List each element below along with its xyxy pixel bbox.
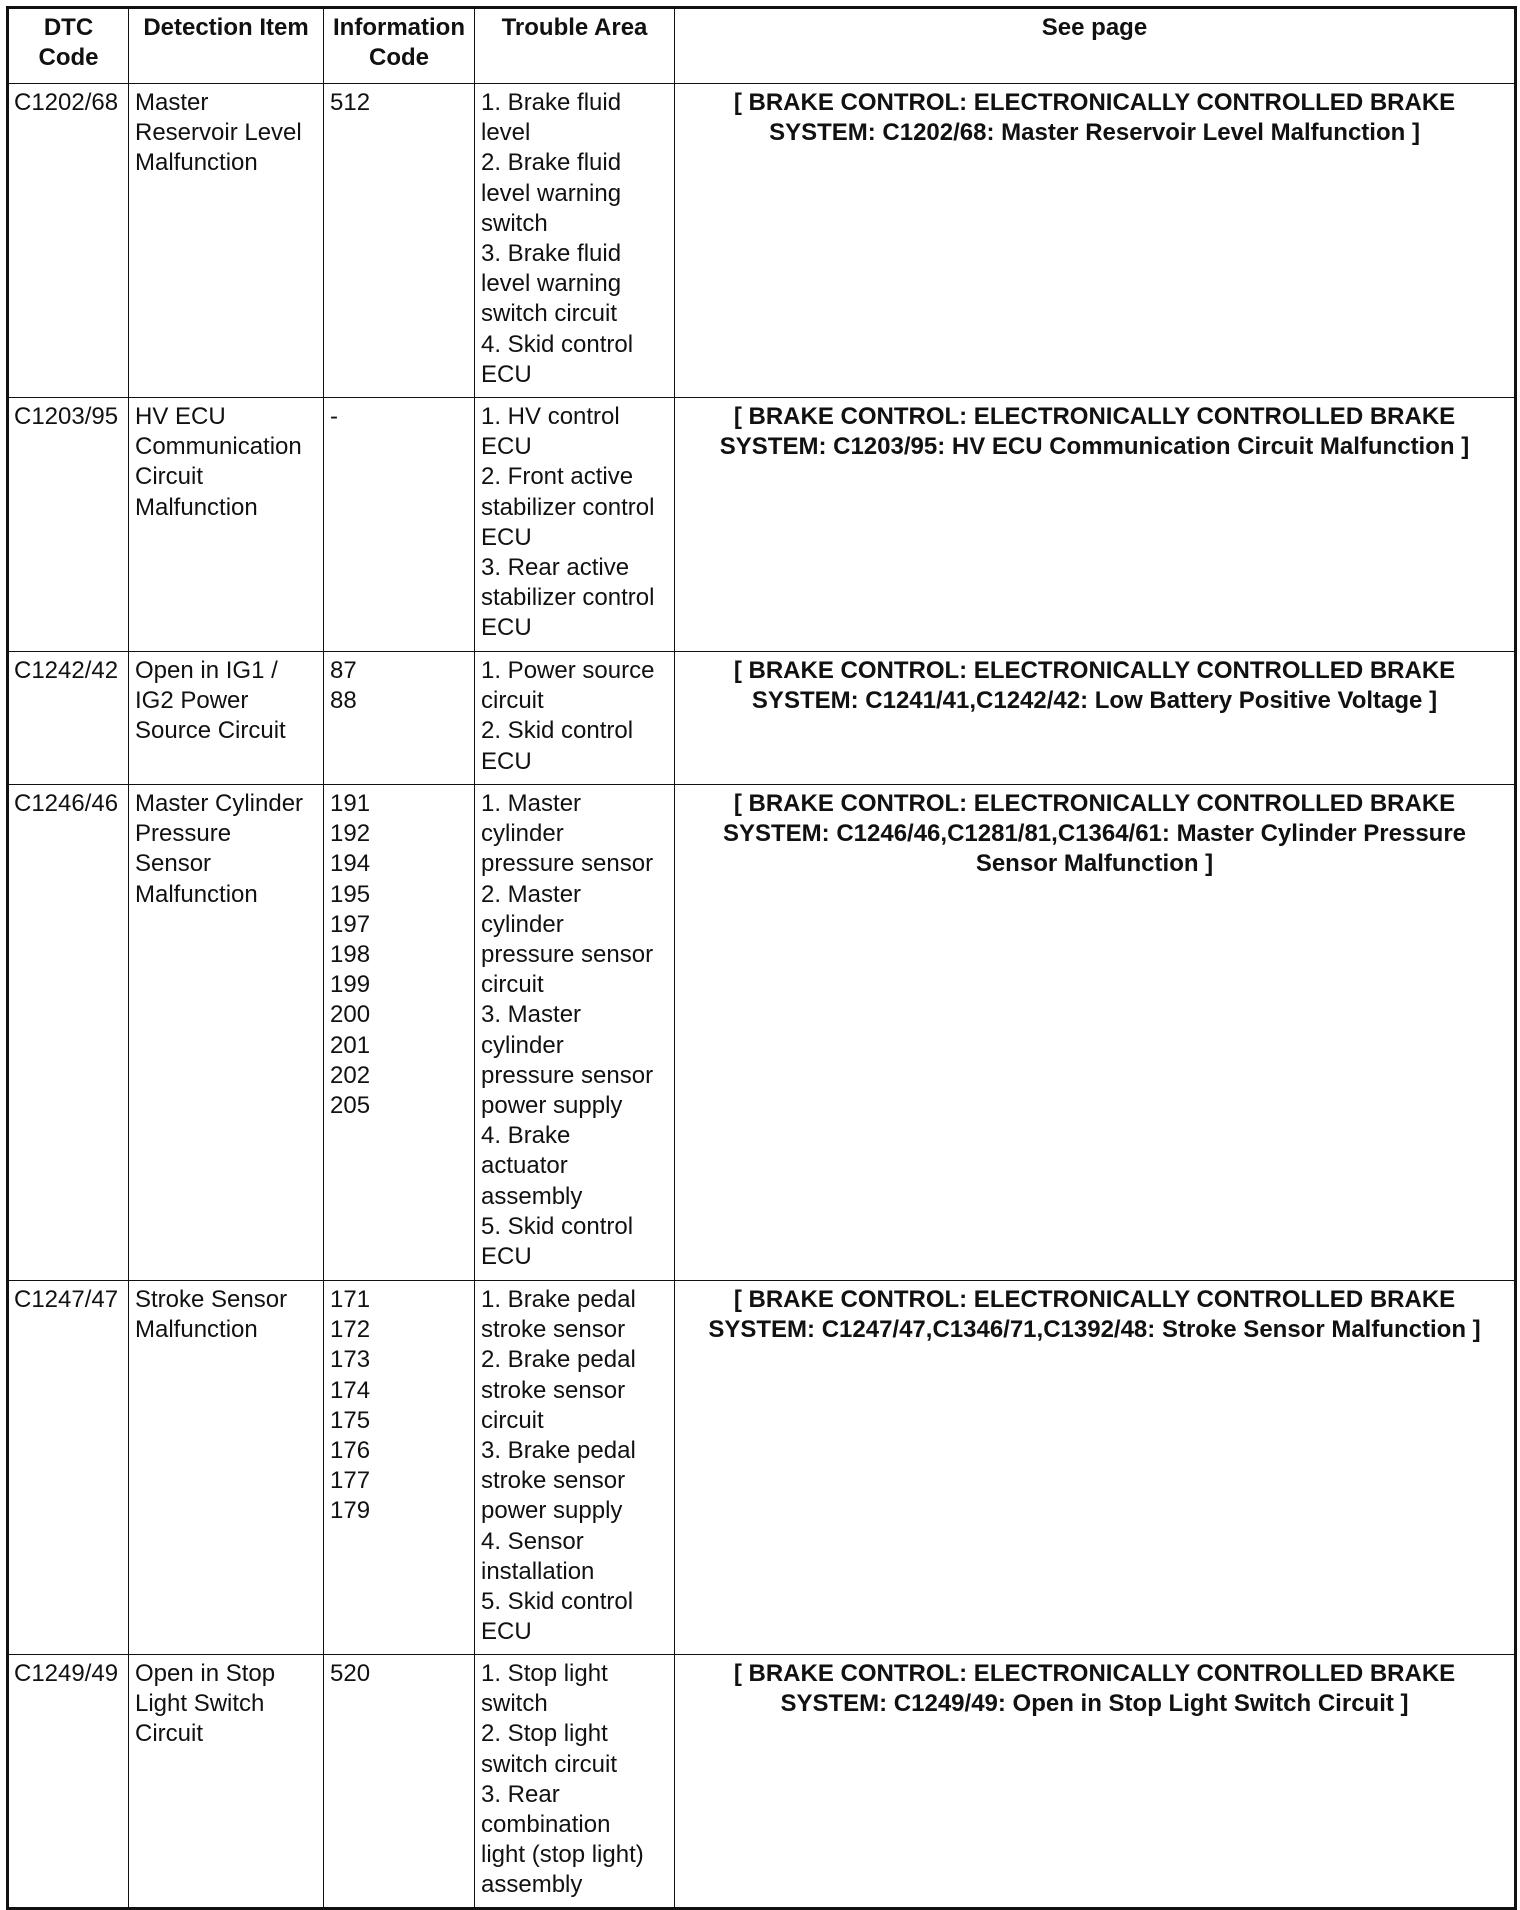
see-page-cell bbox=[675, 1655, 1516, 1909]
trouble-area-cell: 1. HV control ECU 2. Front active stabilizer control ECU 3. Rear active stabilizer control ECU bbox=[475, 398, 675, 652]
header-information-code: Information Code bbox=[324, 8, 475, 84]
dtc-code-cell: C1247/47 bbox=[8, 1281, 129, 1655]
detection-item-cell: HV ECU Communication Circuit Malfunction bbox=[129, 398, 324, 652]
see-page-cell bbox=[675, 84, 1516, 398]
dtc-code-cell: C1242/42 bbox=[8, 652, 129, 785]
information-code-cell: 512 bbox=[324, 84, 475, 398]
table-header-row bbox=[8, 8, 1516, 84]
table-row bbox=[8, 84, 1516, 398]
detection-item-cell: Open in Stop Light Switch Circuit bbox=[129, 1655, 324, 1909]
information-code-cell: 191 192 194 195 197 198 199 200 201 202 205 bbox=[324, 785, 475, 1281]
trouble-area-cell: 1. Stop light switch 2. Stop light switch circuit 3. Rear combination light (stop light) assembly bbox=[475, 1655, 675, 1909]
table-row bbox=[8, 1281, 1516, 1655]
detection-item-cell: Master Reservoir Level Malfunction bbox=[129, 84, 324, 398]
trouble-area-cell: 1. Master cylinder pressure sensor 2. Master cylinder pressure sensor circuit 3. Master cylinder pressure sensor power supply 4. Brake actuator assembly 5. Skid control ECU bbox=[475, 785, 675, 1281]
see-page-link[interactable]: [ BRAKE CONTROL: ELECTRONICALLY CONTROLLED BRAKE SYSTEM: C1202/68: Master Reservoir Level Malfunction ] bbox=[733, 89, 1456, 147]
see-page-cell bbox=[675, 785, 1516, 1281]
information-code-cell: 87 88 bbox=[324, 652, 475, 785]
see-page-link[interactable]: [ BRAKE CONTROL: ELECTRONICALLY CONTROLLED BRAKE SYSTEM: C1249/49: Open in Stop Light Switch Circuit ] bbox=[733, 1660, 1456, 1718]
trouble-area-cell: 1. Brake pedal stroke sensor 2. Brake pedal stroke sensor circuit 3. Brake pedal stroke sensor power supply 4. Sensor installation 5. Skid control ECU bbox=[475, 1281, 675, 1655]
dtc-code-cell: C1246/46 bbox=[8, 785, 129, 1281]
trouble-area-cell: 1. Power source circuit 2. Skid control ECU bbox=[475, 652, 675, 785]
header-detection-item: Detection Item bbox=[129, 8, 324, 84]
trouble-area-cell: 1. Brake fluid level 2. Brake fluid level warning switch 3. Brake fluid level warning switch circuit 4. Skid control ECU bbox=[475, 84, 675, 398]
detection-item-cell: Stroke Sensor Malfunction bbox=[129, 1281, 324, 1655]
header-dtc-code: DTC Code bbox=[8, 8, 129, 84]
see-page-link[interactable]: [ BRAKE CONTROL: ELECTRONICALLY CONTROLLED BRAKE SYSTEM: C1246/46,C1281/81,C1364/61: Master Cylinder Pressure Sensor Malfunction ] bbox=[722, 790, 1467, 878]
detection-item-cell: Open in IG1 / IG2 Power Source Circuit bbox=[129, 652, 324, 785]
dtc-code-cell: C1249/49 bbox=[8, 1655, 129, 1909]
table-row bbox=[8, 652, 1516, 785]
see-page-cell bbox=[675, 652, 1516, 785]
header-see-page: See page bbox=[675, 8, 1516, 84]
header-trouble-area: Trouble Area bbox=[475, 8, 675, 84]
table-row bbox=[8, 1655, 1516, 1909]
dtc-code-cell: C1203/95 bbox=[8, 398, 129, 652]
see-page-link[interactable]: [ BRAKE CONTROL: ELECTRONICALLY CONTROLLED BRAKE SYSTEM: C1241/41,C1242/42: Low Battery Positive Voltage ] bbox=[733, 657, 1456, 715]
detection-item-cell: Master Cylinder Pressure Sensor Malfunction bbox=[129, 785, 324, 1281]
dtc-code-cell: C1202/68 bbox=[8, 84, 129, 398]
dtc-table bbox=[6, 6, 1517, 1910]
information-code-cell: 171 172 173 174 175 176 177 179 bbox=[324, 1281, 475, 1655]
see-page-cell bbox=[675, 1281, 1516, 1655]
table-row bbox=[8, 785, 1516, 1281]
table-row bbox=[8, 398, 1516, 652]
see-page-cell bbox=[675, 398, 1516, 652]
see-page-link[interactable]: [ BRAKE CONTROL: ELECTRONICALLY CONTROLLED BRAKE SYSTEM: C1203/95: HV ECU Communication Circuit Malfunction ] bbox=[719, 403, 1470, 461]
see-page-link[interactable]: [ BRAKE CONTROL: ELECTRONICALLY CONTROLLED BRAKE SYSTEM: C1247/47,C1346/71,C1392/48: Stroke Sensor Malfunction ] bbox=[708, 1286, 1481, 1344]
information-code-cell: - bbox=[324, 398, 475, 652]
information-code-cell: 520 bbox=[324, 1655, 475, 1909]
